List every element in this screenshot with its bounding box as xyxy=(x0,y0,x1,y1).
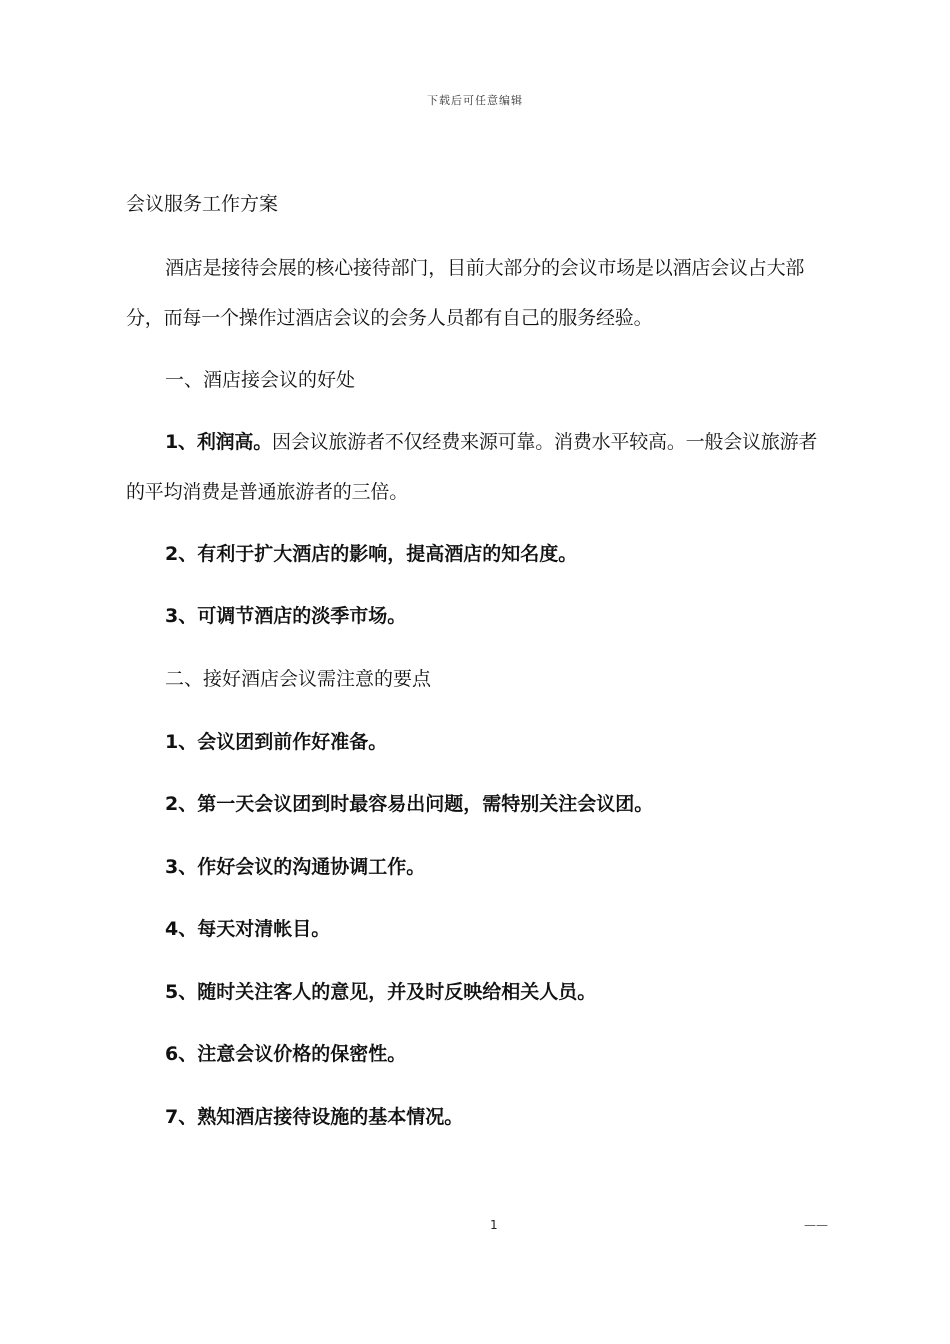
section-2-item-4: 4、每天对清帐目。 xyxy=(165,918,331,940)
section-2-item-3: 3、作好会议的沟通协调工作。 xyxy=(165,856,426,878)
section-1-item-1-continuation: 的平均消费是普通旅游者的三倍。 xyxy=(126,481,409,503)
section-1-item-2: 2、有利于扩大酒店的影响，提高酒店的知名度。 xyxy=(165,543,578,565)
section-1-heading: 一、酒店接会议的好处 xyxy=(165,369,356,391)
section-2-item-1: 1、会议团到前作好准备。 xyxy=(165,731,388,753)
intro-paragraph-line-2: 分，而每一个操作过酒店会议的会务人员都有自己的服务经验。 xyxy=(126,307,653,329)
section-2-item-7: 7、熟知酒店接待设施的基本情况。 xyxy=(165,1106,464,1128)
section-1-item-1-text: 因会议旅游者不仅经费来源可靠。消费水平较高。一般会议旅游者 xyxy=(272,431,818,453)
section-2-item-2: 2、第一天会议团到时最容易出问题，需特别关注会议团。 xyxy=(165,793,654,815)
document-title: 会议服务工作方案 xyxy=(126,193,279,215)
section-1-item-1 xyxy=(165,429,817,455)
section-2-item-5: 5、随时关注客人的意见，并及时反映给相关人员。 xyxy=(165,981,597,1003)
page-number: 1 xyxy=(490,1218,498,1232)
footer-dash: —— xyxy=(804,1218,828,1232)
intro-paragraph-line-1: 酒店是接待会展的核心接待部门，目前大部分的会议市场是以酒店会议占大部 xyxy=(165,257,805,279)
section-1-item-1-lead: 1、利润高。 xyxy=(165,431,273,453)
section-1-item-3: 3、可调节酒店的淡季市场。 xyxy=(165,605,407,627)
section-2-heading: 二、接好酒店会议需注意的要点 xyxy=(165,668,432,690)
section-2-item-6: 6、注意会议价格的保密性。 xyxy=(165,1043,407,1065)
page-header: 下载后可任意编辑 xyxy=(427,94,523,107)
